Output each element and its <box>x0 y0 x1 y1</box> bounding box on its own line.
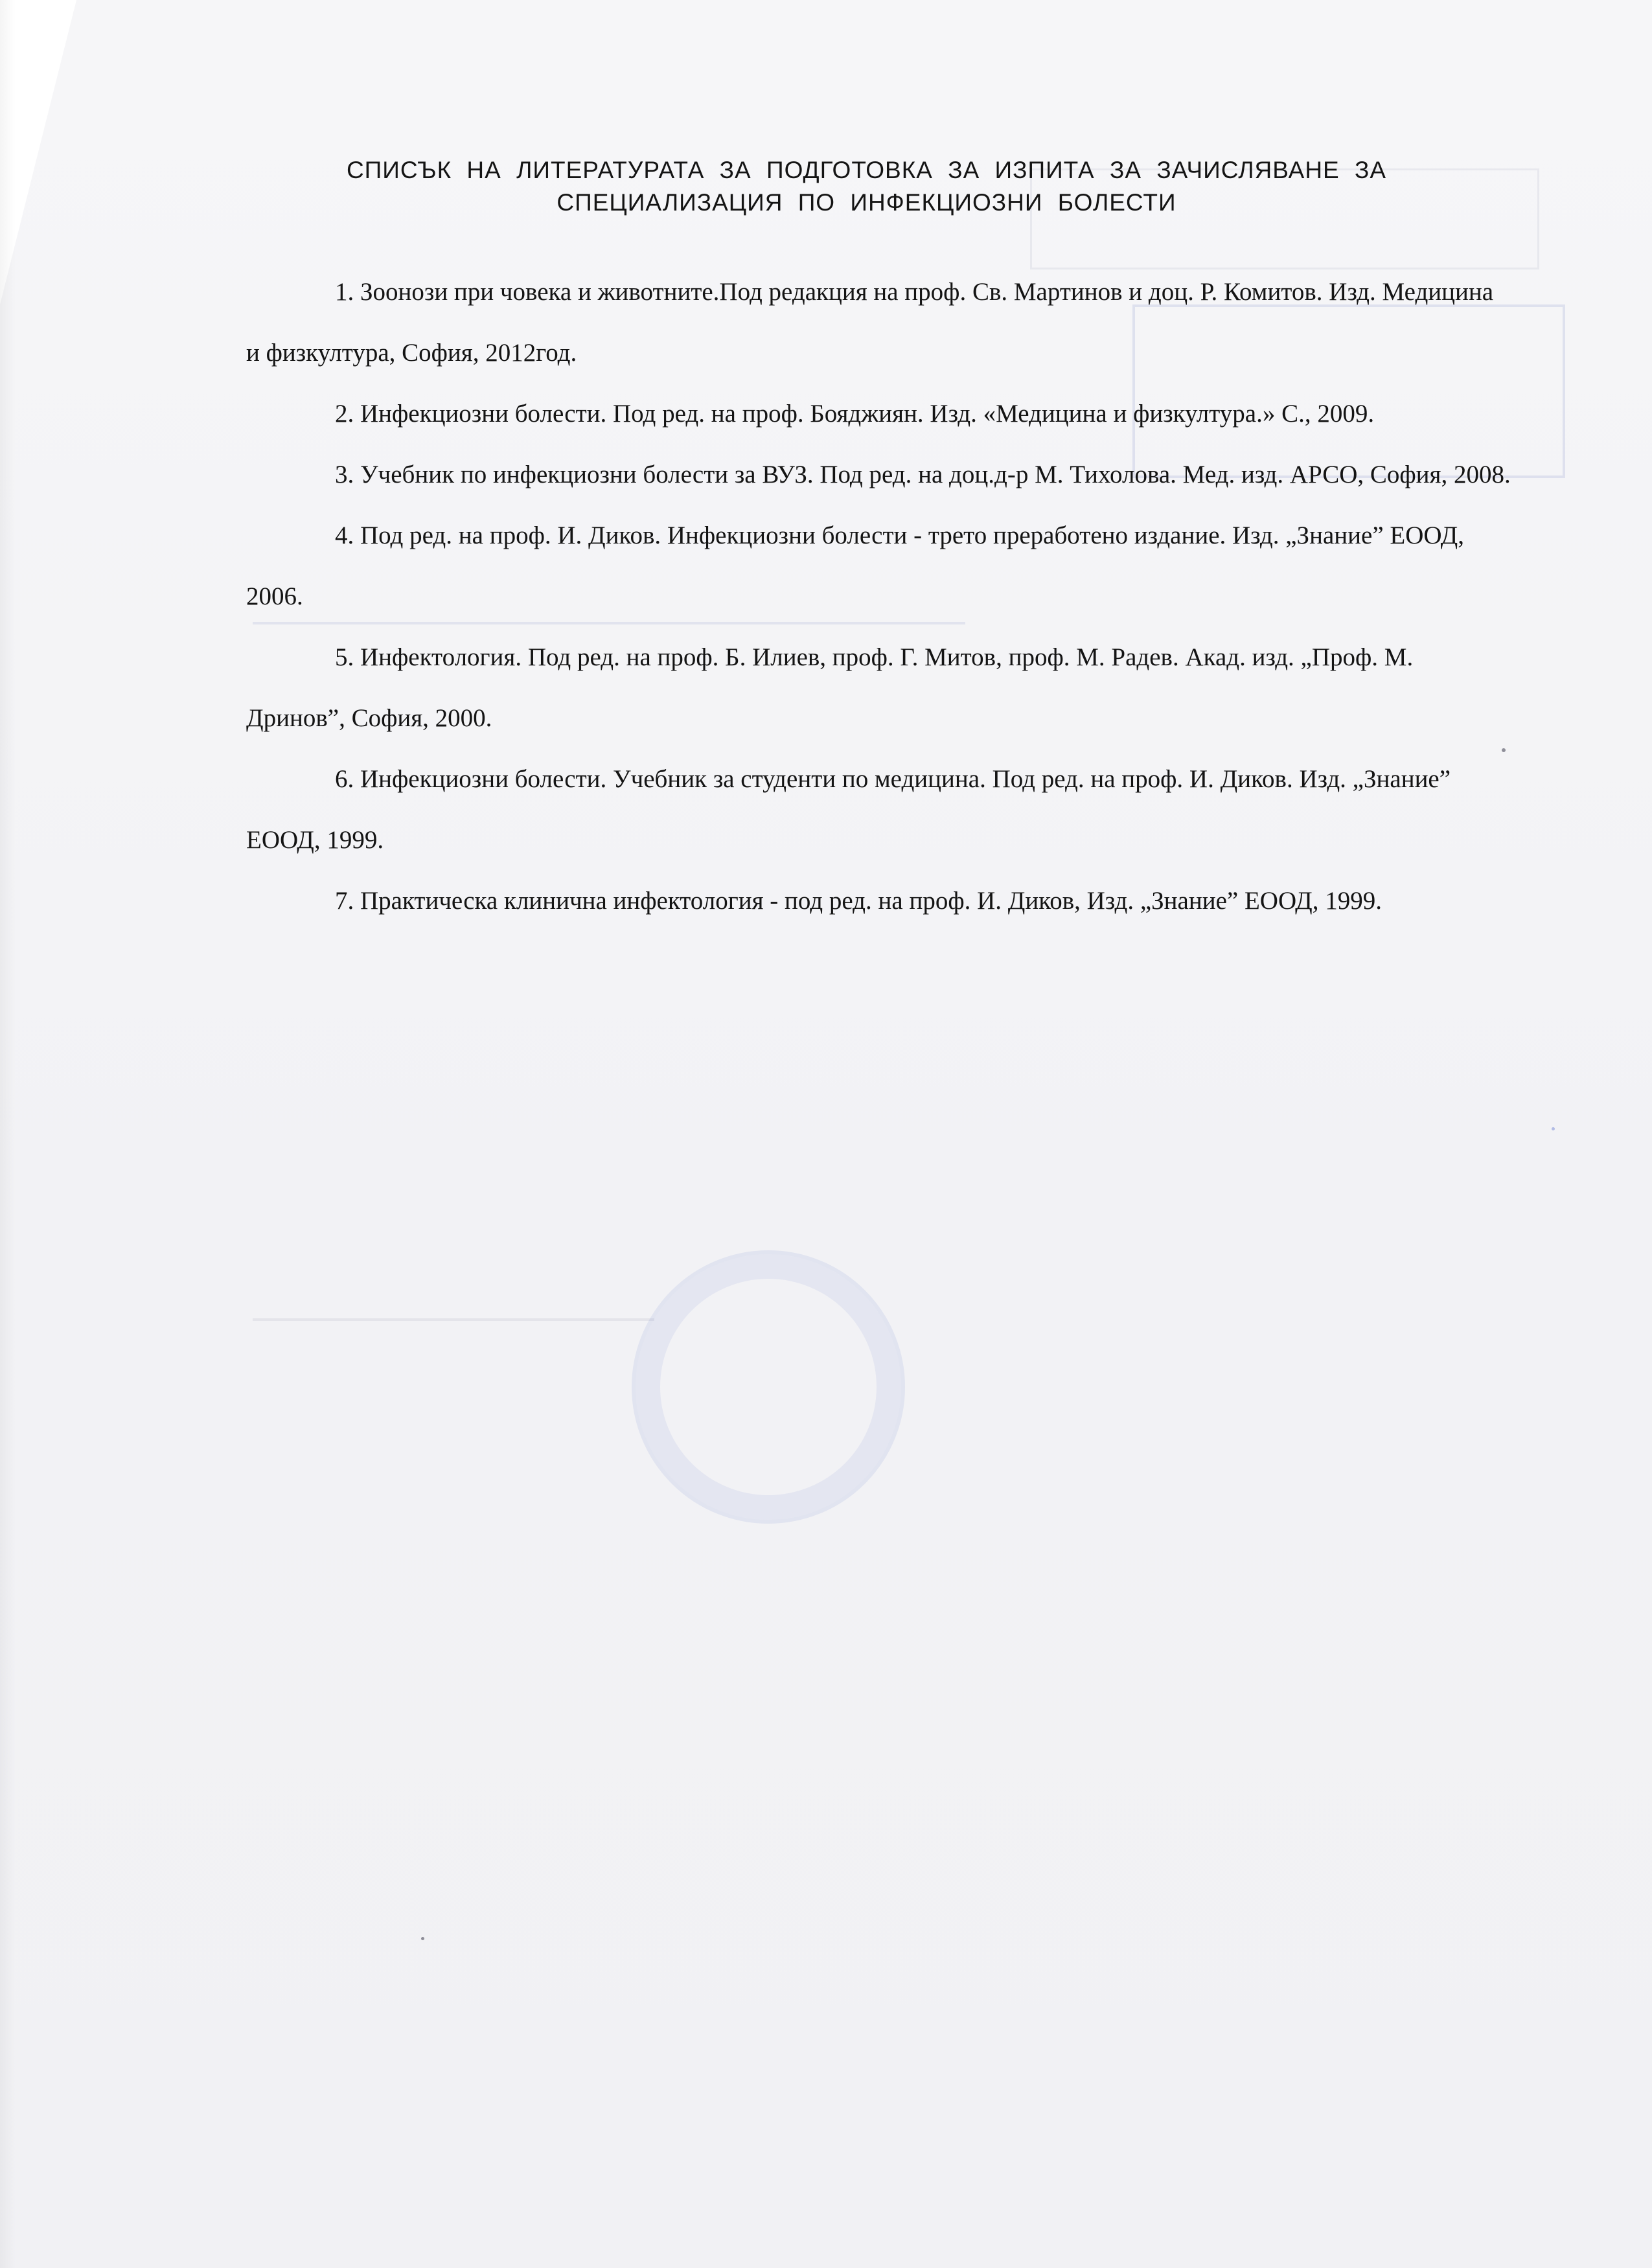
bleed-through-seal <box>632 1250 905 1524</box>
reference-item: 1. Зоонози при човека и животните.Под редакция на проф. Св. Мартинов и доц. Р. Комитов. Изд. Медицина и физкултура, София, 2012год. <box>246 278 1494 367</box>
scan-speck <box>421 1937 424 1940</box>
reference-item: 4. Под ред. на проф. И. Диков. Инфекциозни болести - трето преработено издание. Изд. „Знание” ЕООД, 2006. <box>246 521 1464 610</box>
title-line-2: СПЕЦИАЛИЗАЦИЯ ПО ИНФЕКЦИОЗНИ БОЛЕСТИ <box>556 189 1176 216</box>
reference-item: 7. Практическа клинична инфектология - под ред. на проф. И. Диков, Изд. „Знание” ЕООД, 1999. <box>335 887 1382 915</box>
reference-item: 3. Учебник по инфекциозни болести за ВУЗ. Под ред. на доц.д-р М. Тихолова. Мед. изд. АРСО, София, 2008. <box>335 461 1511 488</box>
scan-speck <box>1552 1127 1555 1130</box>
title-line-1: СПИСЪК НА ЛИТЕРАТУРАТА ЗА ПОДГОТОВКА ЗА ИЗПИТА ЗА ЗАЧИСЛЯВАНЕ ЗА <box>346 157 1387 183</box>
document-title <box>246 154 1487 219</box>
reference-item: 2. Инфекциозни болести. Под ред. на проф. Бояджиян. Изд. «Медицина и физкултура.» С., 2009. <box>335 400 1375 428</box>
page-edge-shadow <box>0 0 16 2268</box>
reference-item: 5. Инфектология. Под ред. на проф. Б. Илиев, проф. Г. Митов, проф. М. Радев. Акад. изд. „Проф. М. Дринов”, София, 2000. <box>246 643 1414 732</box>
reference-item: 6. Инфекциозни болести. Учебник за студенти по медицина. Под ред. на проф. И. Диков. Изд. „Знание” ЕООД, 1999. <box>246 765 1451 854</box>
bleed-through-line <box>253 1318 654 1321</box>
reference-list <box>246 262 1513 932</box>
